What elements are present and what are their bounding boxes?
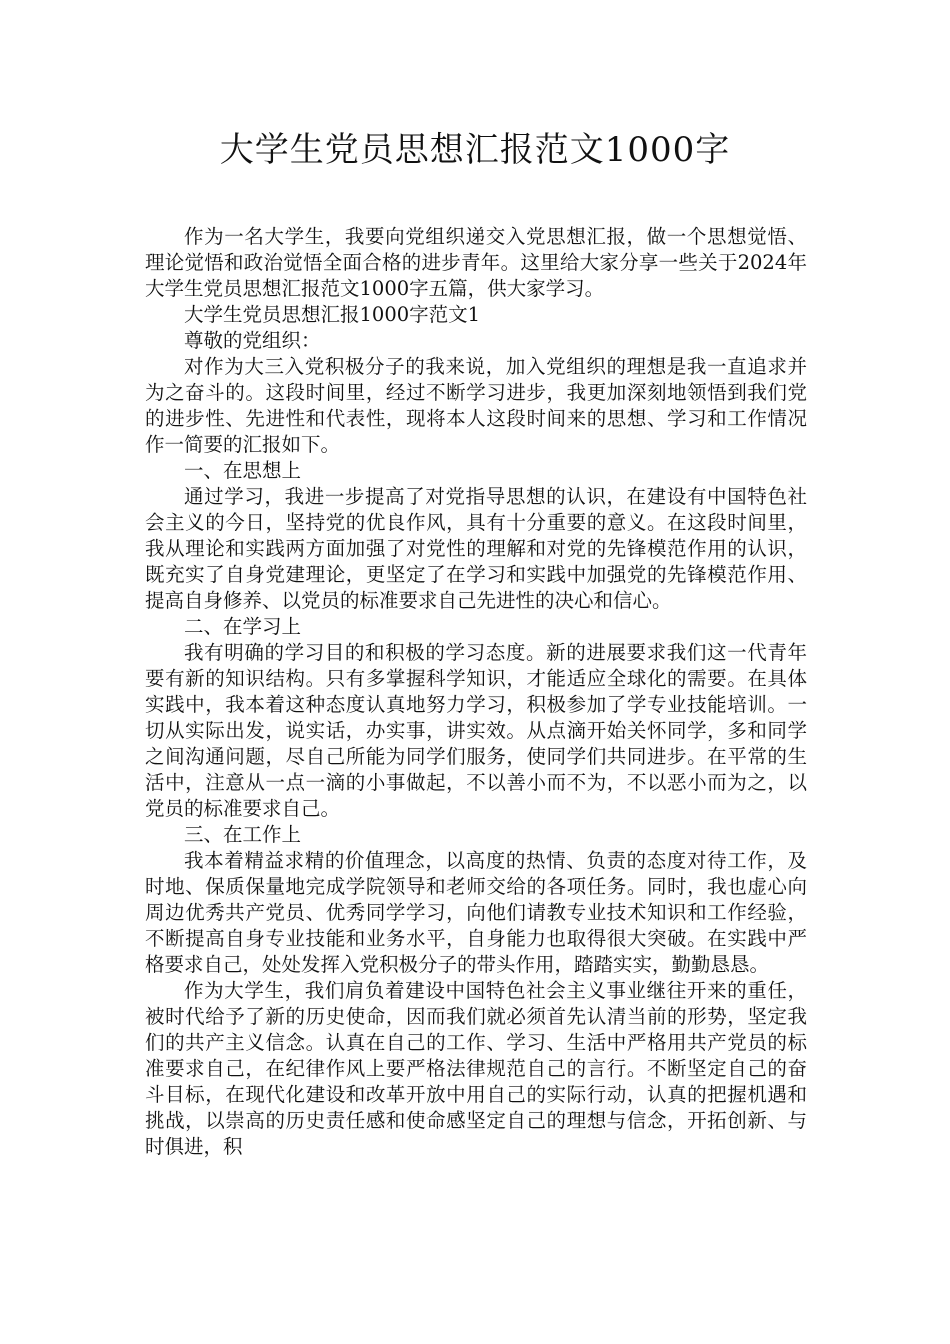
document-body [145,224,807,1160]
section-heading: 二、在学习上 [184,615,302,638]
intro-paragraph: 作为一名大学生，我要向党组织递交入党思想汇报，做一个思想觉悟、理论觉悟和政治觉悟全面合格的进步青年。这里给大家分享一些关于2024年大学生党员思想汇报范文1000字五篇，供大家学习。 [145,225,807,300]
body-paragraph: 对作为大三入党积极分子的我来说，加入党组织的理想是我一直追求并为之奋斗的。这段时间里，经过不断学习进步，我更加深刻地领悟到我们党的进步性、先进性和代表性，现将本人这段时间来的思想、学习和工作情况作一简要的汇报如下。 [145,355,807,456]
document-title: 大学生党员思想汇报范文1000字 [219,130,731,170]
essay-heading: 大学生党员思想汇报1000字范文1 [184,303,481,326]
body-paragraph: 我本着精益求精的价值理念，以高度的热情、负责的态度对待工作，及时地、保质保量地完成学院领导和老师交给的各项任务。同时，我也虚心向周边优秀共产党员、优秀同学学习，向他们请教专业技术知识和工作经验，不断提高自身专业技能和业务水平，自身能力也取得很大突破。在实践中严格要求自己，处处发挥入党积极分子的带头作用，踏踏实实，勤勤恳恳。 [145,849,807,976]
body-paragraph: 作为大学生，我们肩负着建设中国特色社会主义事业继往开来的重任，被时代给予了新的历史使命，因而我们就必须首先认清当前的形势，坚定我们的共产主义信念。认真在自己的工作、学习、生活中严格用共产党员的标准要求自己，在纪律作风上要严格法律规范自己的言行。不断坚定自己的奋斗目标，在现代化建设和改革开放中用自己的实际行动，认真的把握机遇和挑战，以崇高的历史责任感和使命感坚定自己的理想与信念，开拓创新、与时俱进，积 [145,979,807,1158]
section-heading: 一、在思想上 [184,459,302,482]
section-heading: 三、在工作上 [184,823,302,846]
body-paragraph: 通过学习，我进一步提高了对党指导思想的认识，在建设有中国特色社会主义的今日，坚持党的优良作风，具有十分重要的意义。在这段时间里，我从理论和实践两方面加强了对党性的理解和对党的先锋模范作用的认识，既充实了自身党建理论，更坚定了在学习和实践中加强党的先锋模范作用、提高自身修养、以党员的标准要求自己先进性的决心和信心。 [145,485,807,612]
body-paragraph: 我有明确的学习目的和积极的学习态度。新的进展要求我们这一代青年要有新的知识结构。只有多掌握科学知识，才能适应全球化的需要。在具体实践中，我本着这种态度认真地努力学习，积极参加了学专业技能培训。一切从实际出发，说实话，办实事，讲实效。从点滴开始关怀同学，多和同学之间沟通问题，尽自己所能为同学们服务，使同学们共同进步。在平常的生活中，注意从一点一滴的小事做起，不以善小而不为，不以恶小而为之，以党员的标准要求自己。 [145,641,807,820]
salutation: 尊敬的党组织： [184,329,321,352]
